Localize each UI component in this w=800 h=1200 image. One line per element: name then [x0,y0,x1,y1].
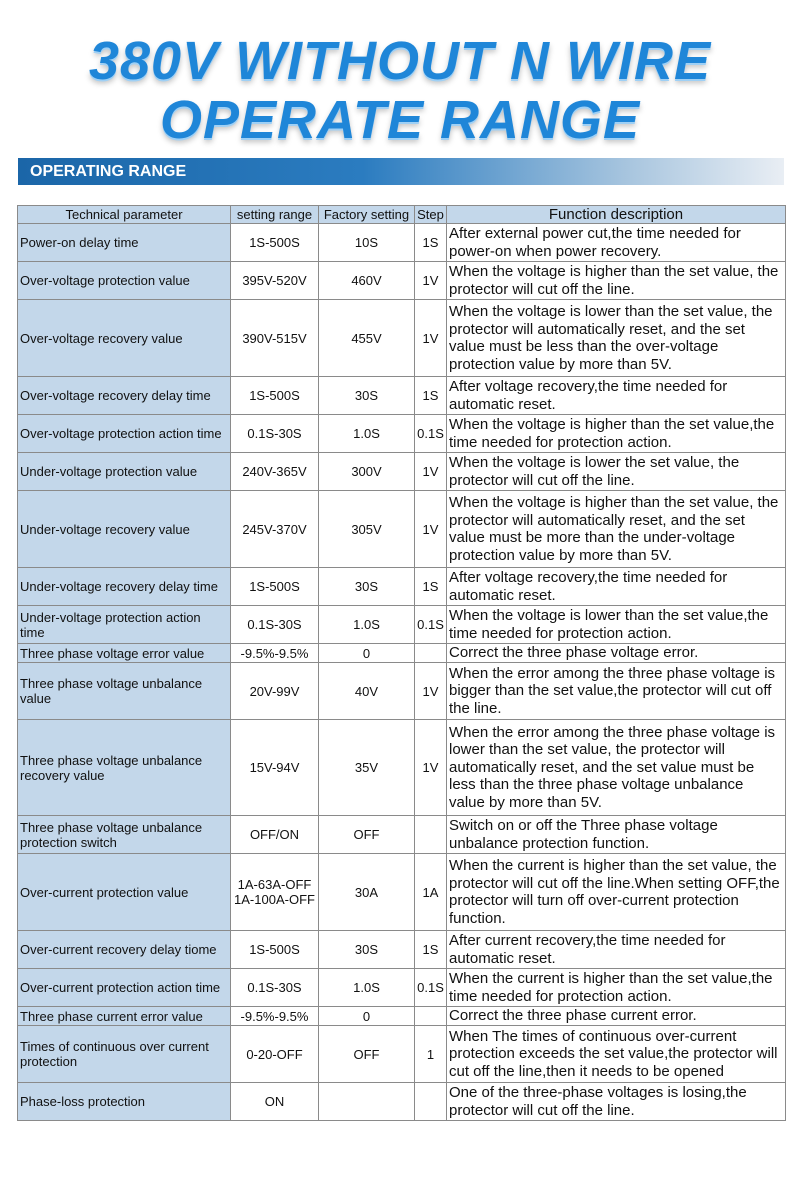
cell-step [415,644,447,663]
cell-technical-parameter: Over-voltage recovery value [18,300,231,377]
cell-step: 0.1S [415,415,447,453]
cell-technical-parameter: Three phase voltage error value [18,644,231,663]
cell-function-description: When the voltage is lower the set value, the protector will cut off the line. [447,453,786,491]
cell-setting-range: 15V-94V [231,720,319,816]
cell-step: 1V [415,491,447,568]
table-row [18,224,786,262]
table-row [18,816,786,854]
cell-factory-setting: 30S [319,568,415,606]
table-row [18,262,786,300]
cell-technical-parameter: Under-voltage protection value [18,453,231,491]
cell-function-description: When the current is higher than the set value,the time needed for protection action. [447,969,786,1007]
page-title-line-1: 380V WITHOUT N WIRE [88,31,712,91]
cell-factory-setting: 40V [319,663,415,720]
cell-factory-setting: 30A [319,854,415,931]
cell-setting-range: 1S-500S [231,568,319,606]
cell-function-description: Switch on or off the Three phase voltage unbalance protection function. [447,816,786,854]
cell-function-description: Correct the three phase voltage error. [447,644,786,663]
cell-setting-range: ON [231,1083,319,1121]
cell-technical-parameter: Over-voltage protection value [18,262,231,300]
cell-factory-setting [319,1083,415,1121]
cell-function-description: When the voltage is higher than the set value, the protector will cut off the line. [447,262,786,300]
cell-technical-parameter: Under-voltage recovery value [18,491,231,568]
cell-factory-setting: 1.0S [319,969,415,1007]
table-row [18,453,786,491]
section-banner-label: OPERATING RANGE [30,163,187,180]
table-row [18,568,786,606]
cell-technical-parameter: Three phase voltage unbalance value [18,663,231,720]
cell-setting-range: 0.1S-30S [231,606,319,644]
cell-setting-range: 1A-63A-OFF 1A-100A-OFF [231,854,319,931]
header-step: Step [415,206,447,224]
cell-function-description: After external power cut,the time needed for power-on when power recovery. [447,224,786,262]
cell-step [415,816,447,854]
cell-technical-parameter: Power-on delay time [18,224,231,262]
cell-technical-parameter: Three phase voltage unbalance protection switch [18,816,231,854]
cell-step [415,1083,447,1121]
cell-function-description: When the voltage is lower than the set value, the protector will automatically reset, and the set value must be less than the over-voltage protection value by more than 5V. [447,300,786,377]
cell-setting-range: OFF/ON [231,816,319,854]
cell-step: 1V [415,663,447,720]
table-row [18,854,786,931]
cell-setting-range: 1S-500S [231,377,319,415]
cell-step: 0.1S [415,969,447,1007]
header-function-description: Function description [447,206,786,224]
operating-range-table [17,205,786,1121]
cell-setting-range: 0.1S-30S [231,415,319,453]
cell-factory-setting: 1.0S [319,606,415,644]
table-header-row [18,206,786,224]
cell-step: 1S [415,568,447,606]
table-row [18,720,786,816]
cell-function-description: When the voltage is higher than the set value, the protector will automatically reset, and the set value must be more than the under-voltage protection value by more than 5V. [447,491,786,568]
cell-function-description: After voltage recovery,the time needed for automatic reset. [447,568,786,606]
table-row [18,415,786,453]
cell-factory-setting: 305V [319,491,415,568]
cell-function-description: One of the three-phase voltages is losing,the protector will cut off the line. [447,1083,786,1121]
cell-setting-range: 395V-520V [231,262,319,300]
cell-step: 1V [415,453,447,491]
cell-setting-range: 1S-500S [231,224,319,262]
cell-setting-range: 0.1S-30S [231,969,319,1007]
table-row [18,644,786,663]
table-row [18,377,786,415]
cell-step: 1 [415,1026,447,1083]
cell-function-description: When the voltage is lower than the set value,the time needed for protection action. [447,606,786,644]
cell-setting-range: 20V-99V [231,663,319,720]
cell-function-description: After voltage recovery,the time needed for automatic reset. [447,377,786,415]
cell-technical-parameter: Three phase current error value [18,1007,231,1026]
table-row [18,931,786,969]
cell-setting-range: -9.5%-9.5% [231,644,319,663]
page-title-line-2: OPERATE RANGE [159,90,641,150]
cell-function-description: When the error among the three phase voltage is bigger than the set value,the protector will cut off the line. [447,663,786,720]
cell-technical-parameter: Over-voltage protection action time [18,415,231,453]
cell-step [415,1007,447,1026]
cell-setting-range: 0-20-OFF [231,1026,319,1083]
cell-function-description: When the error among the three phase voltage is lower than the set value, the protector will automatically reset, and the set value must be less than the three phase voltage unbalance value by more than 5V. [447,720,786,816]
cell-factory-setting: 0 [319,644,415,663]
table-row [18,300,786,377]
table-row [18,606,786,644]
cell-setting-range: 240V-365V [231,453,319,491]
cell-factory-setting: 300V [319,453,415,491]
table-row [18,491,786,568]
cell-step: 1S [415,377,447,415]
cell-function-description: Correct the three phase current error. [447,1007,786,1026]
cell-technical-parameter: Under-voltage protection action time [18,606,231,644]
cell-factory-setting: 30S [319,931,415,969]
cell-step: 1V [415,300,447,377]
cell-factory-setting: 35V [319,720,415,816]
header-factory-setting: Factory setting [319,206,415,224]
cell-factory-setting: 30S [319,377,415,415]
table-row [18,1007,786,1026]
cell-technical-parameter: Times of continuous over current protection [18,1026,231,1083]
cell-step: 1V [415,262,447,300]
cell-technical-parameter: Over-voltage recovery delay time [18,377,231,415]
cell-factory-setting: 1.0S [319,415,415,453]
table-row [18,969,786,1007]
cell-technical-parameter: Under-voltage recovery delay time [18,568,231,606]
table-row [18,1083,786,1121]
cell-factory-setting: 0 [319,1007,415,1026]
cell-factory-setting: 455V [319,300,415,377]
section-banner [18,158,784,185]
cell-factory-setting: 10S [319,224,415,262]
cell-function-description: When the voltage is higher than the set value,the time needed for protection action. [447,415,786,453]
cell-factory-setting: 460V [319,262,415,300]
cell-factory-setting: OFF [319,816,415,854]
cell-step: 1S [415,224,447,262]
cell-technical-parameter: Over-current recovery delay tiome [18,931,231,969]
cell-setting-range: -9.5%-9.5% [231,1007,319,1026]
cell-step: 1A [415,854,447,931]
cell-function-description: When the current is higher than the set value, the protector will cut off the line.When setting OFF,the protector will turn off over-current protection function. [447,854,786,931]
cell-step: 0.1S [415,606,447,644]
cell-setting-range: 390V-515V [231,300,319,377]
cell-setting-range: 245V-370V [231,491,319,568]
header-setting-range: setting range [231,206,319,224]
header-technical-parameter: Technical parameter [18,206,231,224]
cell-technical-parameter: Phase-loss protection [18,1083,231,1121]
cell-technical-parameter: Three phase voltage unbalance recovery value [18,720,231,816]
cell-function-description: When The times of continuous over-current protection exceeds the set value,the protector will cut off the line,then it needs to be opened [447,1026,786,1083]
cell-technical-parameter: Over-current protection action time [18,969,231,1007]
table-row [18,1026,786,1083]
cell-factory-setting: OFF [319,1026,415,1083]
cell-technical-parameter: Over-current protection value [18,854,231,931]
cell-setting-range: 1S-500S [231,931,319,969]
table-row [18,663,786,720]
cell-step: 1S [415,931,447,969]
cell-function-description: After current recovery,the time needed for automatic reset. [447,931,786,969]
cell-step: 1V [415,720,447,816]
